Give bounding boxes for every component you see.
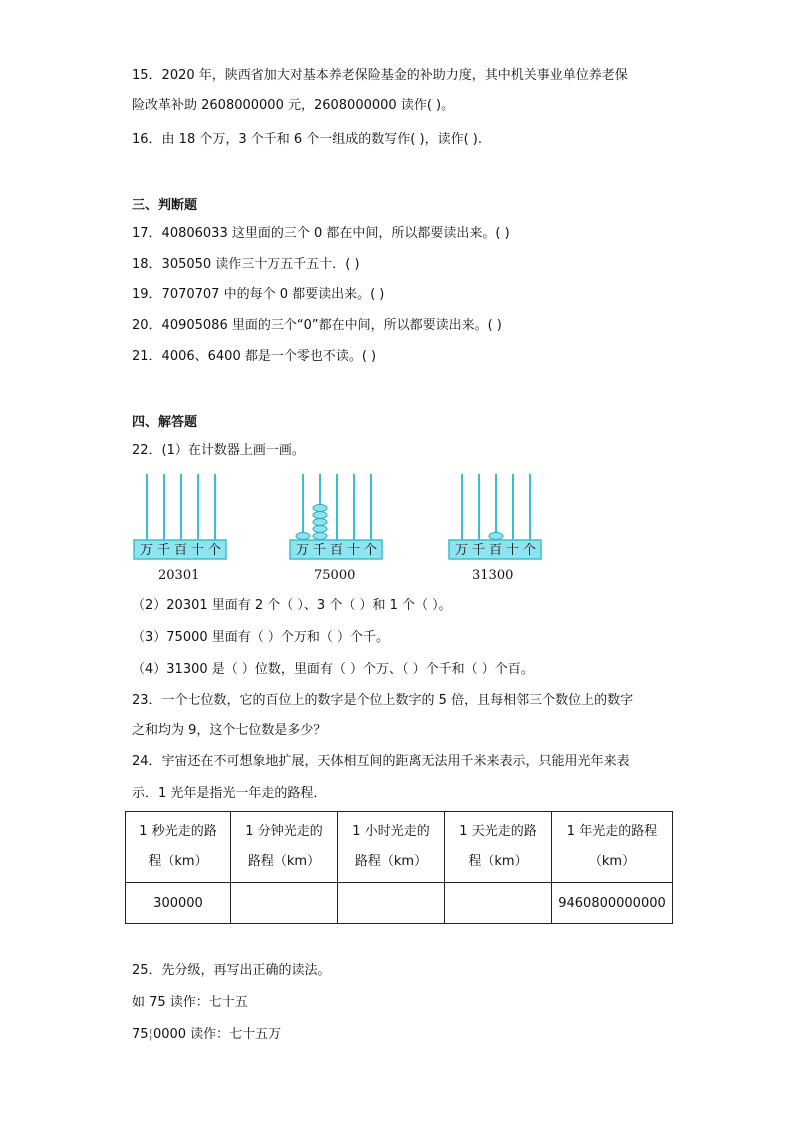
place-wan: 万: [455, 543, 469, 558]
q15-line2: 险改革补助 2608000000 元，2608000000 读作( )。: [132, 98, 455, 113]
place-bai: 百: [489, 543, 503, 558]
q16: 16．由 18 个万，3 个千和 6 个一组成的数写作( )，读作( ).: [132, 132, 482, 147]
q22-part4: （4）31300 是（ ）位数，里面有（ ）个万、（ ）个千和（ ）个百。: [132, 662, 534, 677]
q25-example2: [132, 1025, 281, 1045]
q25-stem: 25．先分级，再写出正确的读法。: [132, 963, 331, 978]
beads-thousands: [313, 505, 327, 540]
place-qian: 千: [157, 543, 171, 558]
abacus-20301: [132, 472, 228, 562]
place-bai: 百: [330, 543, 344, 558]
abacus-number-1: 20301: [158, 568, 200, 583]
example2-num-b: 0000 读作：七十五万: [152, 1027, 282, 1042]
q17: 17．40806033 这里面的三个 0 都在中间，所以都要读出来。( ): [132, 226, 510, 241]
abacus-number-2: 75000: [314, 568, 356, 583]
bead-hundreds: [489, 533, 503, 540]
header-cell-minute: 1 分钟光走的 路程（km）: [231, 812, 338, 883]
value-cell-minute[interactable]: [231, 883, 338, 924]
header-cell-year: 1 年光走的路程 （km）: [552, 812, 673, 883]
table-header-row: [126, 812, 673, 883]
place-wan: 万: [296, 543, 310, 558]
q22-part3: （3）75000 里面有（ ）个万和（ ）个千。: [132, 630, 390, 645]
place-ge: 个: [364, 543, 378, 558]
light-distance-table: [125, 811, 673, 924]
q18: 18．305050 读作三十万五千五十．( ): [132, 257, 360, 272]
bead-ten-thousands: [296, 533, 310, 540]
q20: 20．40905086 里面的三个“0”都在中间，所以都要读出来。( ): [132, 318, 502, 333]
place-bai: 百: [174, 543, 188, 558]
place-ge: 个: [208, 543, 222, 558]
section-answer-heading: 四、解答题: [132, 415, 198, 430]
example2-num-a: 75: [132, 1027, 149, 1042]
q22-stem: 22．(1）在计数器上画一画。: [132, 443, 305, 458]
q23-line2: 之和均为 9，这个七位数是多少？: [132, 723, 327, 738]
place-qian: 千: [472, 543, 486, 558]
q21: 21．4006、6400 都是一个零也不读。( ): [132, 349, 377, 364]
q23-line1: 23．一个七位数，它的百位上的数字是个位上数字的 5 倍，且每相邻三个数位上的数字: [132, 693, 634, 708]
q24-line1: 24．宇宙还在不可想象地扩展，天体相互间的距离无法用千米来表示，只能用光年来表: [132, 754, 630, 769]
place-ge: 个: [523, 543, 537, 558]
header-cell-day: 1 天光走的路 程（km）: [445, 812, 552, 883]
place-qian: 千: [313, 543, 327, 558]
value-cell-year: 9460800000000: [552, 883, 673, 924]
q25-example1: 如 75 读作：七十五: [132, 995, 248, 1010]
value-cell-second: 300000: [126, 883, 231, 924]
q24-line2: 示．1 光年是指光一年走的路程．: [132, 786, 327, 801]
q22-part2: （2）20301 里面有 2 个（ ）、3 个（ ）和 1 个（ ）。: [132, 598, 452, 613]
abacus-rods: [462, 474, 530, 540]
section-judge-heading: 三、判断题: [132, 198, 198, 213]
value-cell-hour[interactable]: [338, 883, 445, 924]
place-wan: 万: [140, 543, 154, 558]
q15-line1: 15．2020 年，陕西省加大对基本养老保险基金的补助力度，其中机关事业单位养老保: [132, 68, 628, 83]
place-shi: 十: [347, 543, 361, 558]
q19: 19．7070707 中的每个 0 都要读出来。( ): [132, 287, 385, 302]
abacus-31300: [447, 472, 543, 562]
header-cell-second: 1 秒光走的路 程（km）: [126, 812, 231, 883]
abacus-75000: [288, 472, 384, 562]
abacus-number-3: 31300: [472, 568, 514, 583]
value-cell-day[interactable]: [445, 883, 552, 924]
level-separator: ¦: [148, 1027, 153, 1042]
abacus-rods: [147, 474, 215, 540]
place-shi: 十: [191, 543, 205, 558]
table-value-row: [126, 883, 673, 924]
header-cell-hour: 1 小时光走的 路程（km）: [338, 812, 445, 883]
place-shi: 十: [506, 543, 520, 558]
